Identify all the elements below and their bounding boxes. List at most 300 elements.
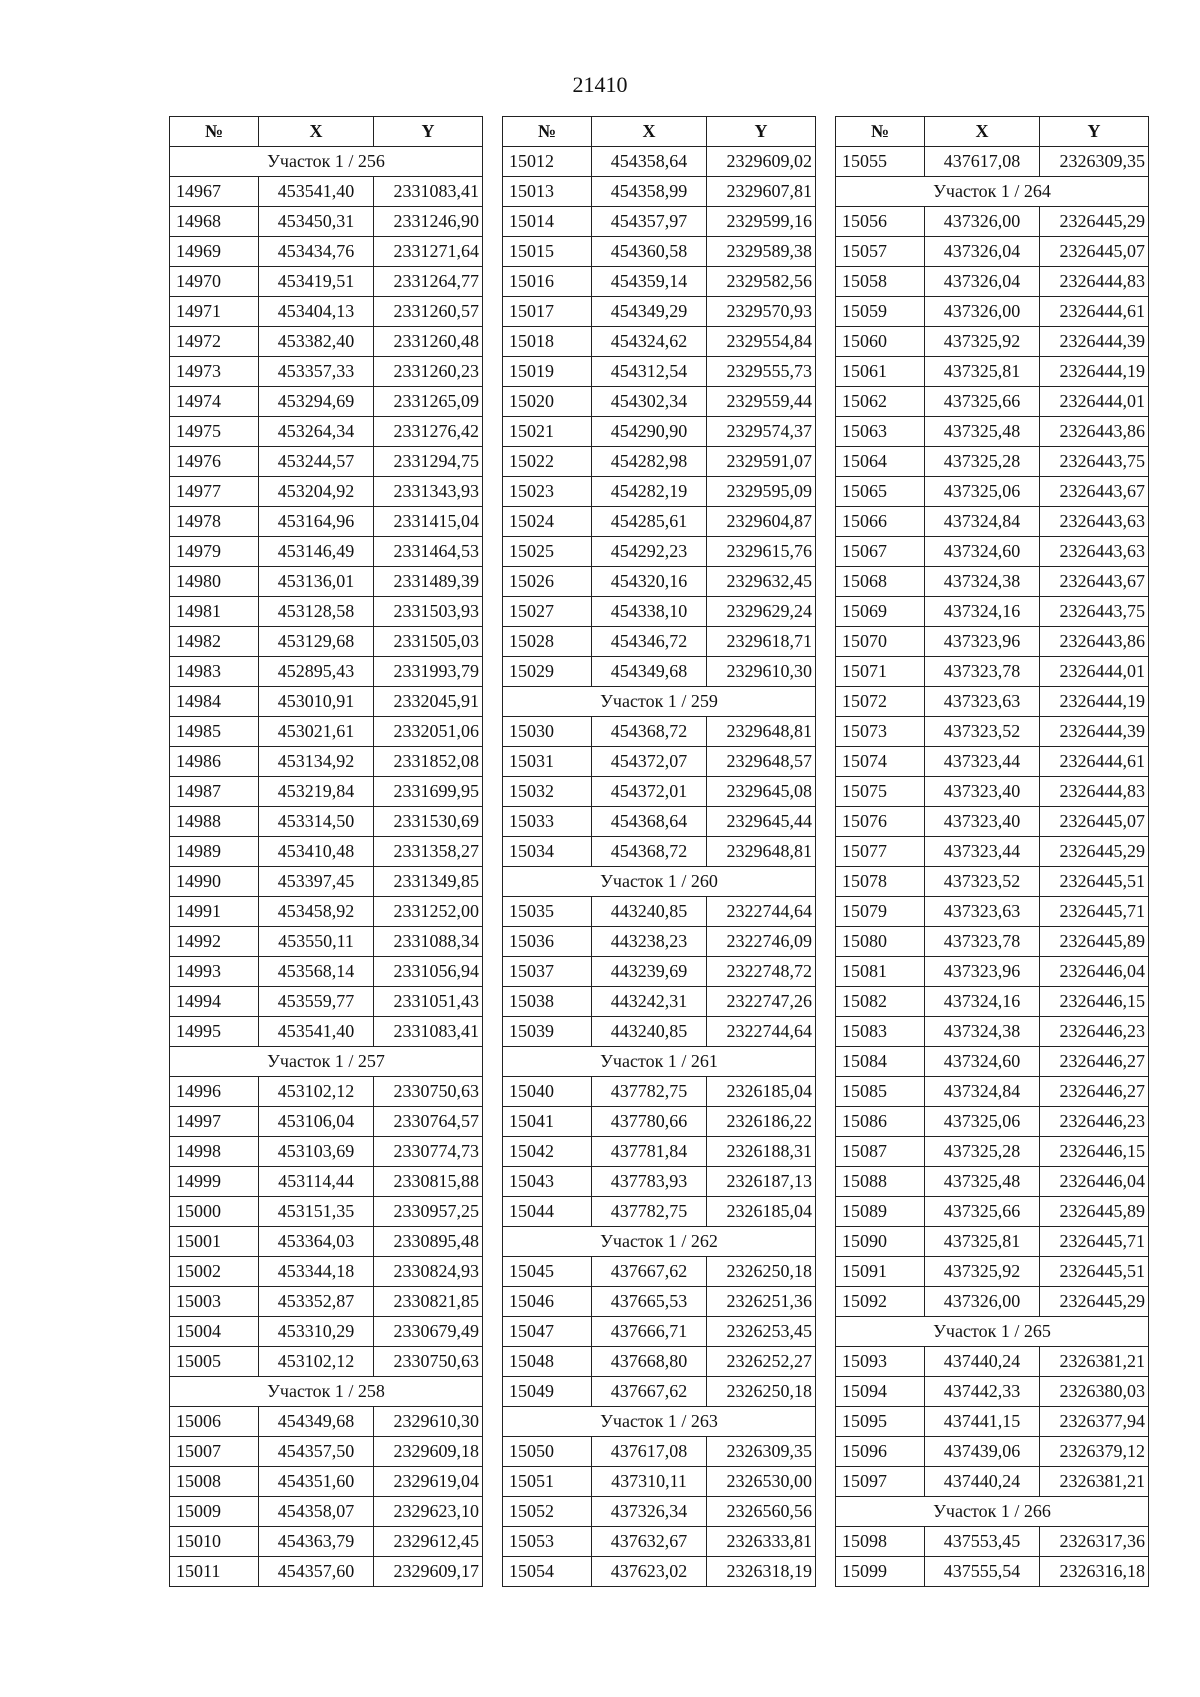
section-row xyxy=(170,1047,483,1077)
point-number: 15038 xyxy=(503,987,592,1017)
table-row xyxy=(836,297,1149,327)
point-number: 15064 xyxy=(836,447,925,477)
y-coordinate: 2326446,04 xyxy=(1040,1167,1149,1197)
table-row xyxy=(170,567,483,597)
x-coordinate: 437617,08 xyxy=(925,147,1040,177)
table-row xyxy=(503,507,816,537)
y-coordinate: 2326446,15 xyxy=(1040,987,1149,1017)
y-coordinate: 2329612,45 xyxy=(374,1527,483,1557)
y-coordinate: 2329645,44 xyxy=(707,807,816,837)
y-coordinate: 2330764,57 xyxy=(374,1107,483,1137)
x-coordinate: 453541,40 xyxy=(259,177,374,207)
table-row xyxy=(836,1407,1149,1437)
section-title: Участок 1 / 256 xyxy=(170,147,483,177)
y-coordinate: 2329610,30 xyxy=(707,657,816,687)
x-coordinate: 454358,07 xyxy=(259,1497,374,1527)
point-number: 15070 xyxy=(836,627,925,657)
point-number: 15047 xyxy=(503,1317,592,1347)
x-coordinate: 437324,84 xyxy=(925,1077,1040,1107)
point-number: 15095 xyxy=(836,1407,925,1437)
y-coordinate: 2326252,27 xyxy=(707,1347,816,1377)
table-row xyxy=(170,987,483,1017)
x-coordinate: 453010,91 xyxy=(259,687,374,717)
y-coordinate: 2331505,03 xyxy=(374,627,483,657)
x-coordinate: 454359,14 xyxy=(592,267,707,297)
y-coordinate: 2326443,63 xyxy=(1040,537,1149,567)
y-header: Y xyxy=(1040,117,1149,147)
point-number: 15065 xyxy=(836,477,925,507)
y-coordinate: 2329559,44 xyxy=(707,387,816,417)
x-coordinate: 453134,92 xyxy=(259,747,374,777)
table-row xyxy=(170,447,483,477)
y-coordinate: 2326253,45 xyxy=(707,1317,816,1347)
table-row xyxy=(170,687,483,717)
y-coordinate: 2326445,29 xyxy=(1040,207,1149,237)
point-number: 15005 xyxy=(170,1347,259,1377)
point-number: 15036 xyxy=(503,927,592,957)
x-coordinate: 454357,50 xyxy=(259,1437,374,1467)
point-number: 14976 xyxy=(170,447,259,477)
point-number: 15007 xyxy=(170,1437,259,1467)
y-coordinate: 2326445,07 xyxy=(1040,237,1149,267)
table-row xyxy=(836,357,1149,387)
y-coordinate: 2326445,71 xyxy=(1040,1227,1149,1257)
x-coordinate: 437325,06 xyxy=(925,477,1040,507)
point-number: 15049 xyxy=(503,1377,592,1407)
table-row xyxy=(836,1077,1149,1107)
point-number: 15009 xyxy=(170,1497,259,1527)
coordinate-table xyxy=(169,116,483,1587)
y-coordinate: 2330750,63 xyxy=(374,1347,483,1377)
table-row xyxy=(503,267,816,297)
point-number: 15015 xyxy=(503,237,592,267)
table-row xyxy=(836,1167,1149,1197)
section-row xyxy=(503,867,816,897)
y-coordinate: 2326444,39 xyxy=(1040,717,1149,747)
table-row xyxy=(836,717,1149,747)
point-number: 15066 xyxy=(836,507,925,537)
table-row xyxy=(836,1467,1149,1497)
y-coordinate: 2330774,73 xyxy=(374,1137,483,1167)
x-coordinate: 437323,78 xyxy=(925,657,1040,687)
table-row xyxy=(503,177,816,207)
table-row xyxy=(170,237,483,267)
page-number: 21410 xyxy=(572,72,628,97)
table-row xyxy=(836,1287,1149,1317)
section-title: Участок 1 / 261 xyxy=(503,1047,816,1077)
point-number: 14971 xyxy=(170,297,259,327)
x-coordinate: 437310,11 xyxy=(592,1467,707,1497)
y-coordinate: 2326445,29 xyxy=(1040,837,1149,867)
x-coordinate: 443240,85 xyxy=(592,1017,707,1047)
table-row xyxy=(836,957,1149,987)
table-row xyxy=(503,1557,816,1587)
table-row xyxy=(170,1167,483,1197)
x-coordinate: 453219,84 xyxy=(259,777,374,807)
point-number: 14978 xyxy=(170,507,259,537)
y-coordinate: 2329609,18 xyxy=(374,1437,483,1467)
table-row xyxy=(170,1467,483,1497)
x-coordinate: 454368,64 xyxy=(592,807,707,837)
point-number: 14991 xyxy=(170,897,259,927)
x-coordinate: 454338,10 xyxy=(592,597,707,627)
table-row xyxy=(170,1287,483,1317)
point-number: 15046 xyxy=(503,1287,592,1317)
point-number: 15050 xyxy=(503,1437,592,1467)
table-row xyxy=(836,147,1149,177)
table-row xyxy=(503,777,816,807)
table-row xyxy=(170,1227,483,1257)
y-coordinate: 2326377,94 xyxy=(1040,1407,1149,1437)
table-row xyxy=(170,627,483,657)
y-coordinate: 2322748,72 xyxy=(707,957,816,987)
table-row xyxy=(170,1077,483,1107)
table-row xyxy=(503,237,816,267)
table-row xyxy=(503,297,816,327)
y-coordinate: 2329574,37 xyxy=(707,417,816,447)
point-number: 15037 xyxy=(503,957,592,987)
x-coordinate: 453458,92 xyxy=(259,897,374,927)
point-number: 15060 xyxy=(836,327,925,357)
table-row xyxy=(170,837,483,867)
point-number: 15063 xyxy=(836,417,925,447)
point-number: 15002 xyxy=(170,1257,259,1287)
table-row xyxy=(503,1167,816,1197)
table-row xyxy=(503,207,816,237)
table-row xyxy=(503,987,816,1017)
point-number: 15020 xyxy=(503,387,592,417)
table-row xyxy=(503,747,816,777)
x-coordinate: 437668,80 xyxy=(592,1347,707,1377)
point-number: 15054 xyxy=(503,1557,592,1587)
table-row xyxy=(503,1497,816,1527)
x-coordinate: 454290,90 xyxy=(592,417,707,447)
table-row xyxy=(503,897,816,927)
y-coordinate: 2326443,67 xyxy=(1040,567,1149,597)
x-coordinate: 437326,34 xyxy=(592,1497,707,1527)
y-coordinate: 2331993,79 xyxy=(374,657,483,687)
y-coordinate: 2326445,51 xyxy=(1040,1257,1149,1287)
y-coordinate: 2331276,42 xyxy=(374,417,483,447)
y-coordinate: 2326381,21 xyxy=(1040,1347,1149,1377)
x-coordinate: 454357,97 xyxy=(592,207,707,237)
y-coordinate: 2331051,43 xyxy=(374,987,483,1017)
coordinate-table xyxy=(502,116,816,1587)
y-coordinate: 2329599,16 xyxy=(707,207,816,237)
x-coordinate: 454363,79 xyxy=(259,1527,374,1557)
point-number: 15021 xyxy=(503,417,592,447)
table-row xyxy=(836,747,1149,777)
x-coordinate: 453102,12 xyxy=(259,1347,374,1377)
y-coordinate: 2326250,18 xyxy=(707,1257,816,1287)
table-row xyxy=(170,1347,483,1377)
y-coordinate: 2326309,35 xyxy=(707,1437,816,1467)
x-coordinate: 454358,99 xyxy=(592,177,707,207)
point-number: 14990 xyxy=(170,867,259,897)
y-coordinate: 2326318,19 xyxy=(707,1557,816,1587)
point-number: 15033 xyxy=(503,807,592,837)
y-coordinate: 2331088,34 xyxy=(374,927,483,957)
x-coordinate: 453114,44 xyxy=(259,1167,374,1197)
y-coordinate: 2326444,61 xyxy=(1040,747,1149,777)
point-number: 15000 xyxy=(170,1197,259,1227)
y-coordinate: 2329648,81 xyxy=(707,717,816,747)
x-coordinate: 437325,92 xyxy=(925,327,1040,357)
section-row xyxy=(503,1407,816,1437)
y-coordinate: 2332051,06 xyxy=(374,717,483,747)
x-coordinate: 454312,54 xyxy=(592,357,707,387)
table-row xyxy=(503,1017,816,1047)
x-coordinate: 437324,16 xyxy=(925,597,1040,627)
x-coordinate: 453106,04 xyxy=(259,1107,374,1137)
y-coordinate: 2329607,81 xyxy=(707,177,816,207)
table-row xyxy=(170,1497,483,1527)
table-row xyxy=(170,1197,483,1227)
x-coordinate: 437325,66 xyxy=(925,1197,1040,1227)
point-number: 14972 xyxy=(170,327,259,357)
point-number: 15071 xyxy=(836,657,925,687)
point-number: 15098 xyxy=(836,1527,925,1557)
x-coordinate: 437325,81 xyxy=(925,357,1040,387)
table-row xyxy=(170,1557,483,1587)
table-row xyxy=(170,1107,483,1137)
point-number: 15056 xyxy=(836,207,925,237)
x-coordinate: 437780,66 xyxy=(592,1107,707,1137)
point-number: 15040 xyxy=(503,1077,592,1107)
x-coordinate: 453382,40 xyxy=(259,327,374,357)
section-title: Участок 1 / 265 xyxy=(836,1317,1149,1347)
y-coordinate: 2329648,81 xyxy=(707,837,816,867)
x-coordinate: 437617,08 xyxy=(592,1437,707,1467)
y-coordinate: 2326445,71 xyxy=(1040,897,1149,927)
point-number: 14992 xyxy=(170,927,259,957)
x-coordinate: 454349,68 xyxy=(259,1407,374,1437)
y-coordinate: 2329591,07 xyxy=(707,447,816,477)
y-coordinate: 2331294,75 xyxy=(374,447,483,477)
table-row xyxy=(170,867,483,897)
x-coordinate: 437325,06 xyxy=(925,1107,1040,1137)
table-row xyxy=(836,237,1149,267)
x-coordinate: 454372,07 xyxy=(592,747,707,777)
y-coordinate: 2326446,27 xyxy=(1040,1047,1149,1077)
y-coordinate: 2329623,10 xyxy=(374,1497,483,1527)
x-coordinate: 437325,48 xyxy=(925,417,1040,447)
point-number: 15018 xyxy=(503,327,592,357)
x-coordinate: 453146,49 xyxy=(259,537,374,567)
x-coordinate: 454368,72 xyxy=(592,717,707,747)
table-row xyxy=(170,1257,483,1287)
x-coordinate: 453102,12 xyxy=(259,1077,374,1107)
table-row xyxy=(836,387,1149,417)
x-coordinate: 454357,60 xyxy=(259,1557,374,1587)
x-coordinate: 454292,23 xyxy=(592,537,707,567)
table-row xyxy=(503,837,816,867)
y-coordinate: 2331503,93 xyxy=(374,597,483,627)
y-coordinate: 2326317,36 xyxy=(1040,1527,1149,1557)
table-row xyxy=(170,267,483,297)
point-number: 15023 xyxy=(503,477,592,507)
x-coordinate: 453244,57 xyxy=(259,447,374,477)
table-row xyxy=(836,507,1149,537)
table-row xyxy=(503,717,816,747)
x-coordinate: 437323,63 xyxy=(925,687,1040,717)
point-number: 15058 xyxy=(836,267,925,297)
x-coordinate: 437632,67 xyxy=(592,1527,707,1557)
table-row xyxy=(170,327,483,357)
table-row xyxy=(170,387,483,417)
x-coordinate: 437324,16 xyxy=(925,987,1040,1017)
point-number: 15031 xyxy=(503,747,592,777)
x-coordinate: 437324,84 xyxy=(925,507,1040,537)
table-row xyxy=(170,927,483,957)
table-row xyxy=(836,927,1149,957)
table-row xyxy=(503,1197,816,1227)
table-row xyxy=(170,507,483,537)
y-coordinate: 2326560,56 xyxy=(707,1497,816,1527)
y-coordinate: 2326443,86 xyxy=(1040,417,1149,447)
table-row xyxy=(170,537,483,567)
y-coordinate: 2326445,89 xyxy=(1040,1197,1149,1227)
y-coordinate: 2330824,93 xyxy=(374,1257,483,1287)
point-number: 14983 xyxy=(170,657,259,687)
point-number: 15012 xyxy=(503,147,592,177)
y-coordinate: 2326251,36 xyxy=(707,1287,816,1317)
table-row xyxy=(170,1527,483,1557)
point-number: 15091 xyxy=(836,1257,925,1287)
table-row xyxy=(503,597,816,627)
point-number: 15016 xyxy=(503,267,592,297)
x-coordinate: 437326,00 xyxy=(925,207,1040,237)
section-row xyxy=(170,1377,483,1407)
x-header: X xyxy=(925,117,1040,147)
table-row xyxy=(503,537,816,567)
point-number: 15004 xyxy=(170,1317,259,1347)
point-number: 15006 xyxy=(170,1407,259,1437)
point-number: 15029 xyxy=(503,657,592,687)
y-coordinate: 2331271,64 xyxy=(374,237,483,267)
y-coordinate: 2326444,61 xyxy=(1040,297,1149,327)
point-number: 14977 xyxy=(170,477,259,507)
x-coordinate: 453264,34 xyxy=(259,417,374,447)
point-number: 14987 xyxy=(170,777,259,807)
x-coordinate: 437783,93 xyxy=(592,1167,707,1197)
x-coordinate: 453410,48 xyxy=(259,837,374,867)
x-coordinate: 454346,72 xyxy=(592,627,707,657)
point-number: 14988 xyxy=(170,807,259,837)
section-title: Участок 1 / 266 xyxy=(836,1497,1149,1527)
point-number: 14985 xyxy=(170,717,259,747)
table-row xyxy=(503,147,816,177)
point-number: 15008 xyxy=(170,1467,259,1497)
x-coordinate: 437326,00 xyxy=(925,1287,1040,1317)
x-coordinate: 437440,24 xyxy=(925,1347,1040,1377)
point-number: 15059 xyxy=(836,297,925,327)
table-row xyxy=(503,1257,816,1287)
table-row xyxy=(836,1347,1149,1377)
table-header-row xyxy=(170,117,483,147)
y-coordinate: 2329619,04 xyxy=(374,1467,483,1497)
y-coordinate: 2329610,30 xyxy=(374,1407,483,1437)
point-number: 14999 xyxy=(170,1167,259,1197)
y-coordinate: 2329618,71 xyxy=(707,627,816,657)
table-row xyxy=(503,327,816,357)
x-coordinate: 437324,38 xyxy=(925,567,1040,597)
y-coordinate: 2326185,04 xyxy=(707,1197,816,1227)
table-row xyxy=(503,957,816,987)
y-coordinate: 2326444,01 xyxy=(1040,387,1149,417)
section-row xyxy=(503,1227,816,1257)
table-row xyxy=(170,177,483,207)
y-coordinate: 2322747,26 xyxy=(707,987,816,1017)
point-number: 15027 xyxy=(503,597,592,627)
number-header: № xyxy=(503,117,592,147)
y-coordinate: 2329595,09 xyxy=(707,477,816,507)
table-row xyxy=(836,207,1149,237)
section-row xyxy=(503,687,816,717)
y-coordinate: 2326446,23 xyxy=(1040,1107,1149,1137)
x-coordinate: 437323,40 xyxy=(925,777,1040,807)
point-number: 14970 xyxy=(170,267,259,297)
x-coordinate: 453310,29 xyxy=(259,1317,374,1347)
x-coordinate: 437553,45 xyxy=(925,1527,1040,1557)
table-row xyxy=(836,537,1149,567)
point-number: 15072 xyxy=(836,687,925,717)
x-coordinate: 437439,06 xyxy=(925,1437,1040,1467)
table-row xyxy=(503,657,816,687)
y-coordinate: 2326446,15 xyxy=(1040,1137,1149,1167)
y-coordinate: 2326445,51 xyxy=(1040,867,1149,897)
point-number: 15039 xyxy=(503,1017,592,1047)
x-coordinate: 453559,77 xyxy=(259,987,374,1017)
point-number: 15061 xyxy=(836,357,925,387)
point-number: 15096 xyxy=(836,1437,925,1467)
table-row xyxy=(836,1197,1149,1227)
point-number: 15051 xyxy=(503,1467,592,1497)
point-number: 15034 xyxy=(503,837,592,867)
x-coordinate: 437325,28 xyxy=(925,447,1040,477)
table-row xyxy=(503,1467,816,1497)
table-row xyxy=(170,297,483,327)
table-row xyxy=(836,1527,1149,1557)
point-number: 15041 xyxy=(503,1107,592,1137)
table-row xyxy=(503,567,816,597)
x-coordinate: 454349,29 xyxy=(592,297,707,327)
point-number: 15032 xyxy=(503,777,592,807)
point-number: 15001 xyxy=(170,1227,259,1257)
x-coordinate: 454282,19 xyxy=(592,477,707,507)
point-number: 15062 xyxy=(836,387,925,417)
y-coordinate: 2331699,95 xyxy=(374,777,483,807)
table-row xyxy=(170,1317,483,1347)
table-row xyxy=(503,627,816,657)
point-number: 14997 xyxy=(170,1107,259,1137)
point-number: 15014 xyxy=(503,207,592,237)
y-coordinate: 2322746,09 xyxy=(707,927,816,957)
x-coordinate: 454358,64 xyxy=(592,147,707,177)
x-coordinate: 453136,01 xyxy=(259,567,374,597)
table-row xyxy=(170,747,483,777)
table-row xyxy=(836,1557,1149,1587)
section-title: Участок 1 / 264 xyxy=(836,177,1149,207)
table-row xyxy=(836,807,1149,837)
x-coordinate: 437442,33 xyxy=(925,1377,1040,1407)
point-number: 15053 xyxy=(503,1527,592,1557)
point-number: 15086 xyxy=(836,1107,925,1137)
x-coordinate: 437323,63 xyxy=(925,897,1040,927)
y-coordinate: 2329589,38 xyxy=(707,237,816,267)
x-coordinate: 437782,75 xyxy=(592,1197,707,1227)
point-number: 14969 xyxy=(170,237,259,267)
